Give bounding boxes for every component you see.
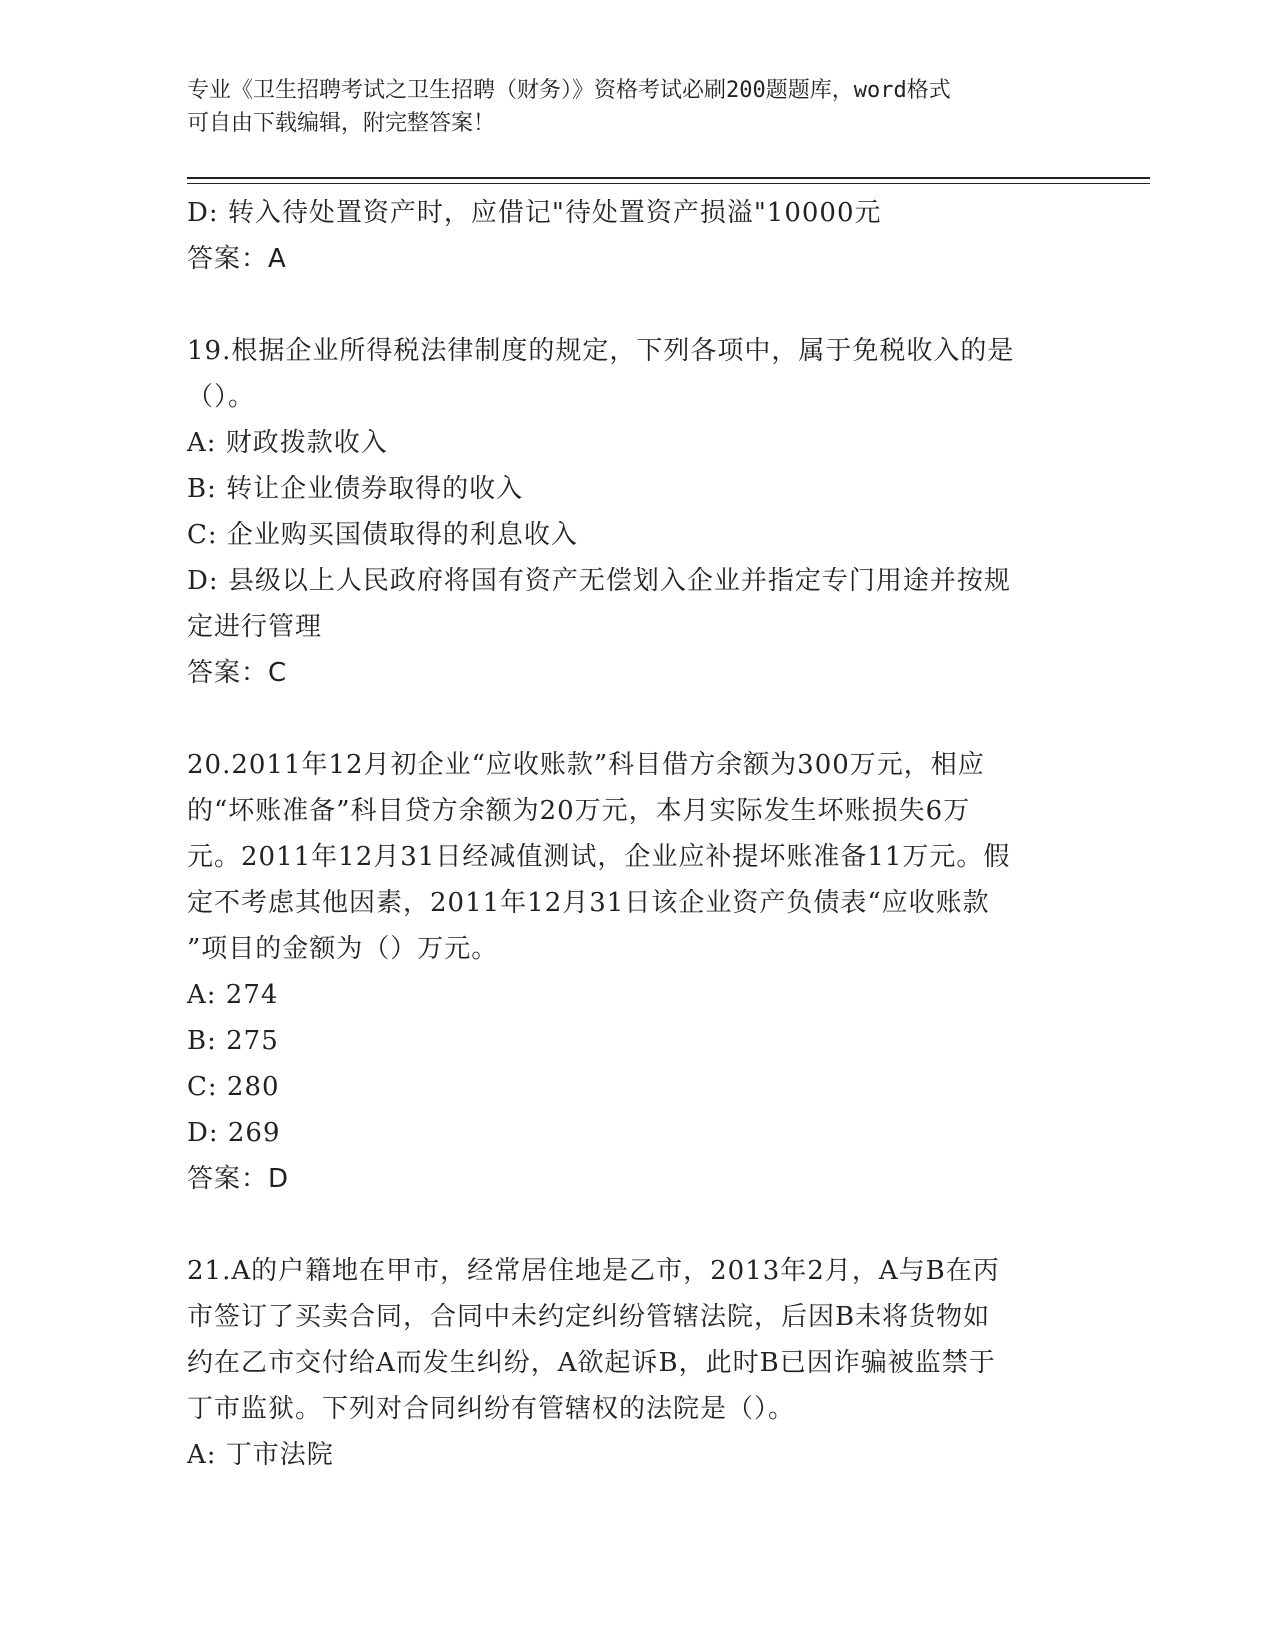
- question-stem: ”项目的金额为（）万元。: [187, 934, 499, 964]
- spacer: [187, 1202, 1087, 1248]
- question-stem: 市签订了买卖合同，合同中未约定纠纷管辖法院，后因B未将货物如: [187, 1302, 991, 1332]
- option-d: D: 269: [187, 1118, 281, 1148]
- header-title-line2: 可自由下载编辑，附完整答案！: [187, 111, 496, 136]
- spacer: [187, 282, 1087, 328]
- question-stem: 定不考虑其他因素，2011年12月31日该企业资产负债表“应收账款: [187, 888, 990, 918]
- option-b: B: 转让企业债券取得的收入: [187, 474, 524, 504]
- option-d-continued: 定进行管理: [187, 612, 323, 642]
- option-c: C: 280: [187, 1072, 280, 1102]
- option-a: A: 丁市法院: [187, 1440, 334, 1470]
- option-a: A: 财政拨款收入: [187, 428, 388, 458]
- question-stem: 的“坏账准备”科目贷方余额为20万元，本月实际发生坏账损失6万: [187, 796, 971, 826]
- question-19: [187, 328, 1087, 696]
- answer-label: 答案：A: [187, 244, 287, 274]
- question-20: [187, 742, 1087, 1202]
- question-stem: 20.2011年12月初企业“应收账款”科目借方余额为300万元，相应: [187, 750, 985, 780]
- question-stem: 约在乙市交付给A而发生纠纷，A欲起诉B，此时B已因诈骗被监禁于: [187, 1348, 996, 1378]
- header-title-line1: 专业《卫生招聘考试之卫生招聘（财务）》资格考试必刷200题题库，word格式: [187, 78, 951, 103]
- spacer: [187, 696, 1087, 742]
- option-d: D: 县级以上人民政府将国有资产无偿划入企业并指定专门用途并按规: [187, 566, 1011, 596]
- header-rule-thin: [187, 183, 1150, 184]
- question-content: [187, 190, 1087, 1478]
- question-21: [187, 1248, 1087, 1478]
- question-stem: 19.根据企业所得税法律制度的规定，下列各项中，属于免税收入的是: [187, 336, 1015, 366]
- question-stem: 丁市监狱。下列对合同纠纷有管辖权的法院是（）。: [187, 1394, 796, 1424]
- question-18-tail: [187, 190, 1087, 282]
- question-stem: （）。: [187, 382, 256, 412]
- page-header: [187, 74, 1067, 140]
- option-d: D: 转入待处置资产时，应借记"待处置资产损溢"10000元: [187, 198, 882, 228]
- question-stem: 元。2011年12月31日经减值测试，企业应补提坏账准备11万元。假: [187, 842, 1011, 872]
- question-stem: 21.A的户籍地在甲市，经常居住地是乙市，2013年2月，A与B在丙: [187, 1256, 1000, 1286]
- header-rule-thick: [187, 177, 1150, 179]
- option-b: B: 275: [187, 1026, 279, 1056]
- answer-label: 答案：C: [187, 658, 288, 688]
- option-c: C: 企业购买国债取得的利息收入: [187, 520, 578, 550]
- option-a: A: 274: [187, 980, 279, 1010]
- answer-label: 答案：D: [187, 1164, 290, 1194]
